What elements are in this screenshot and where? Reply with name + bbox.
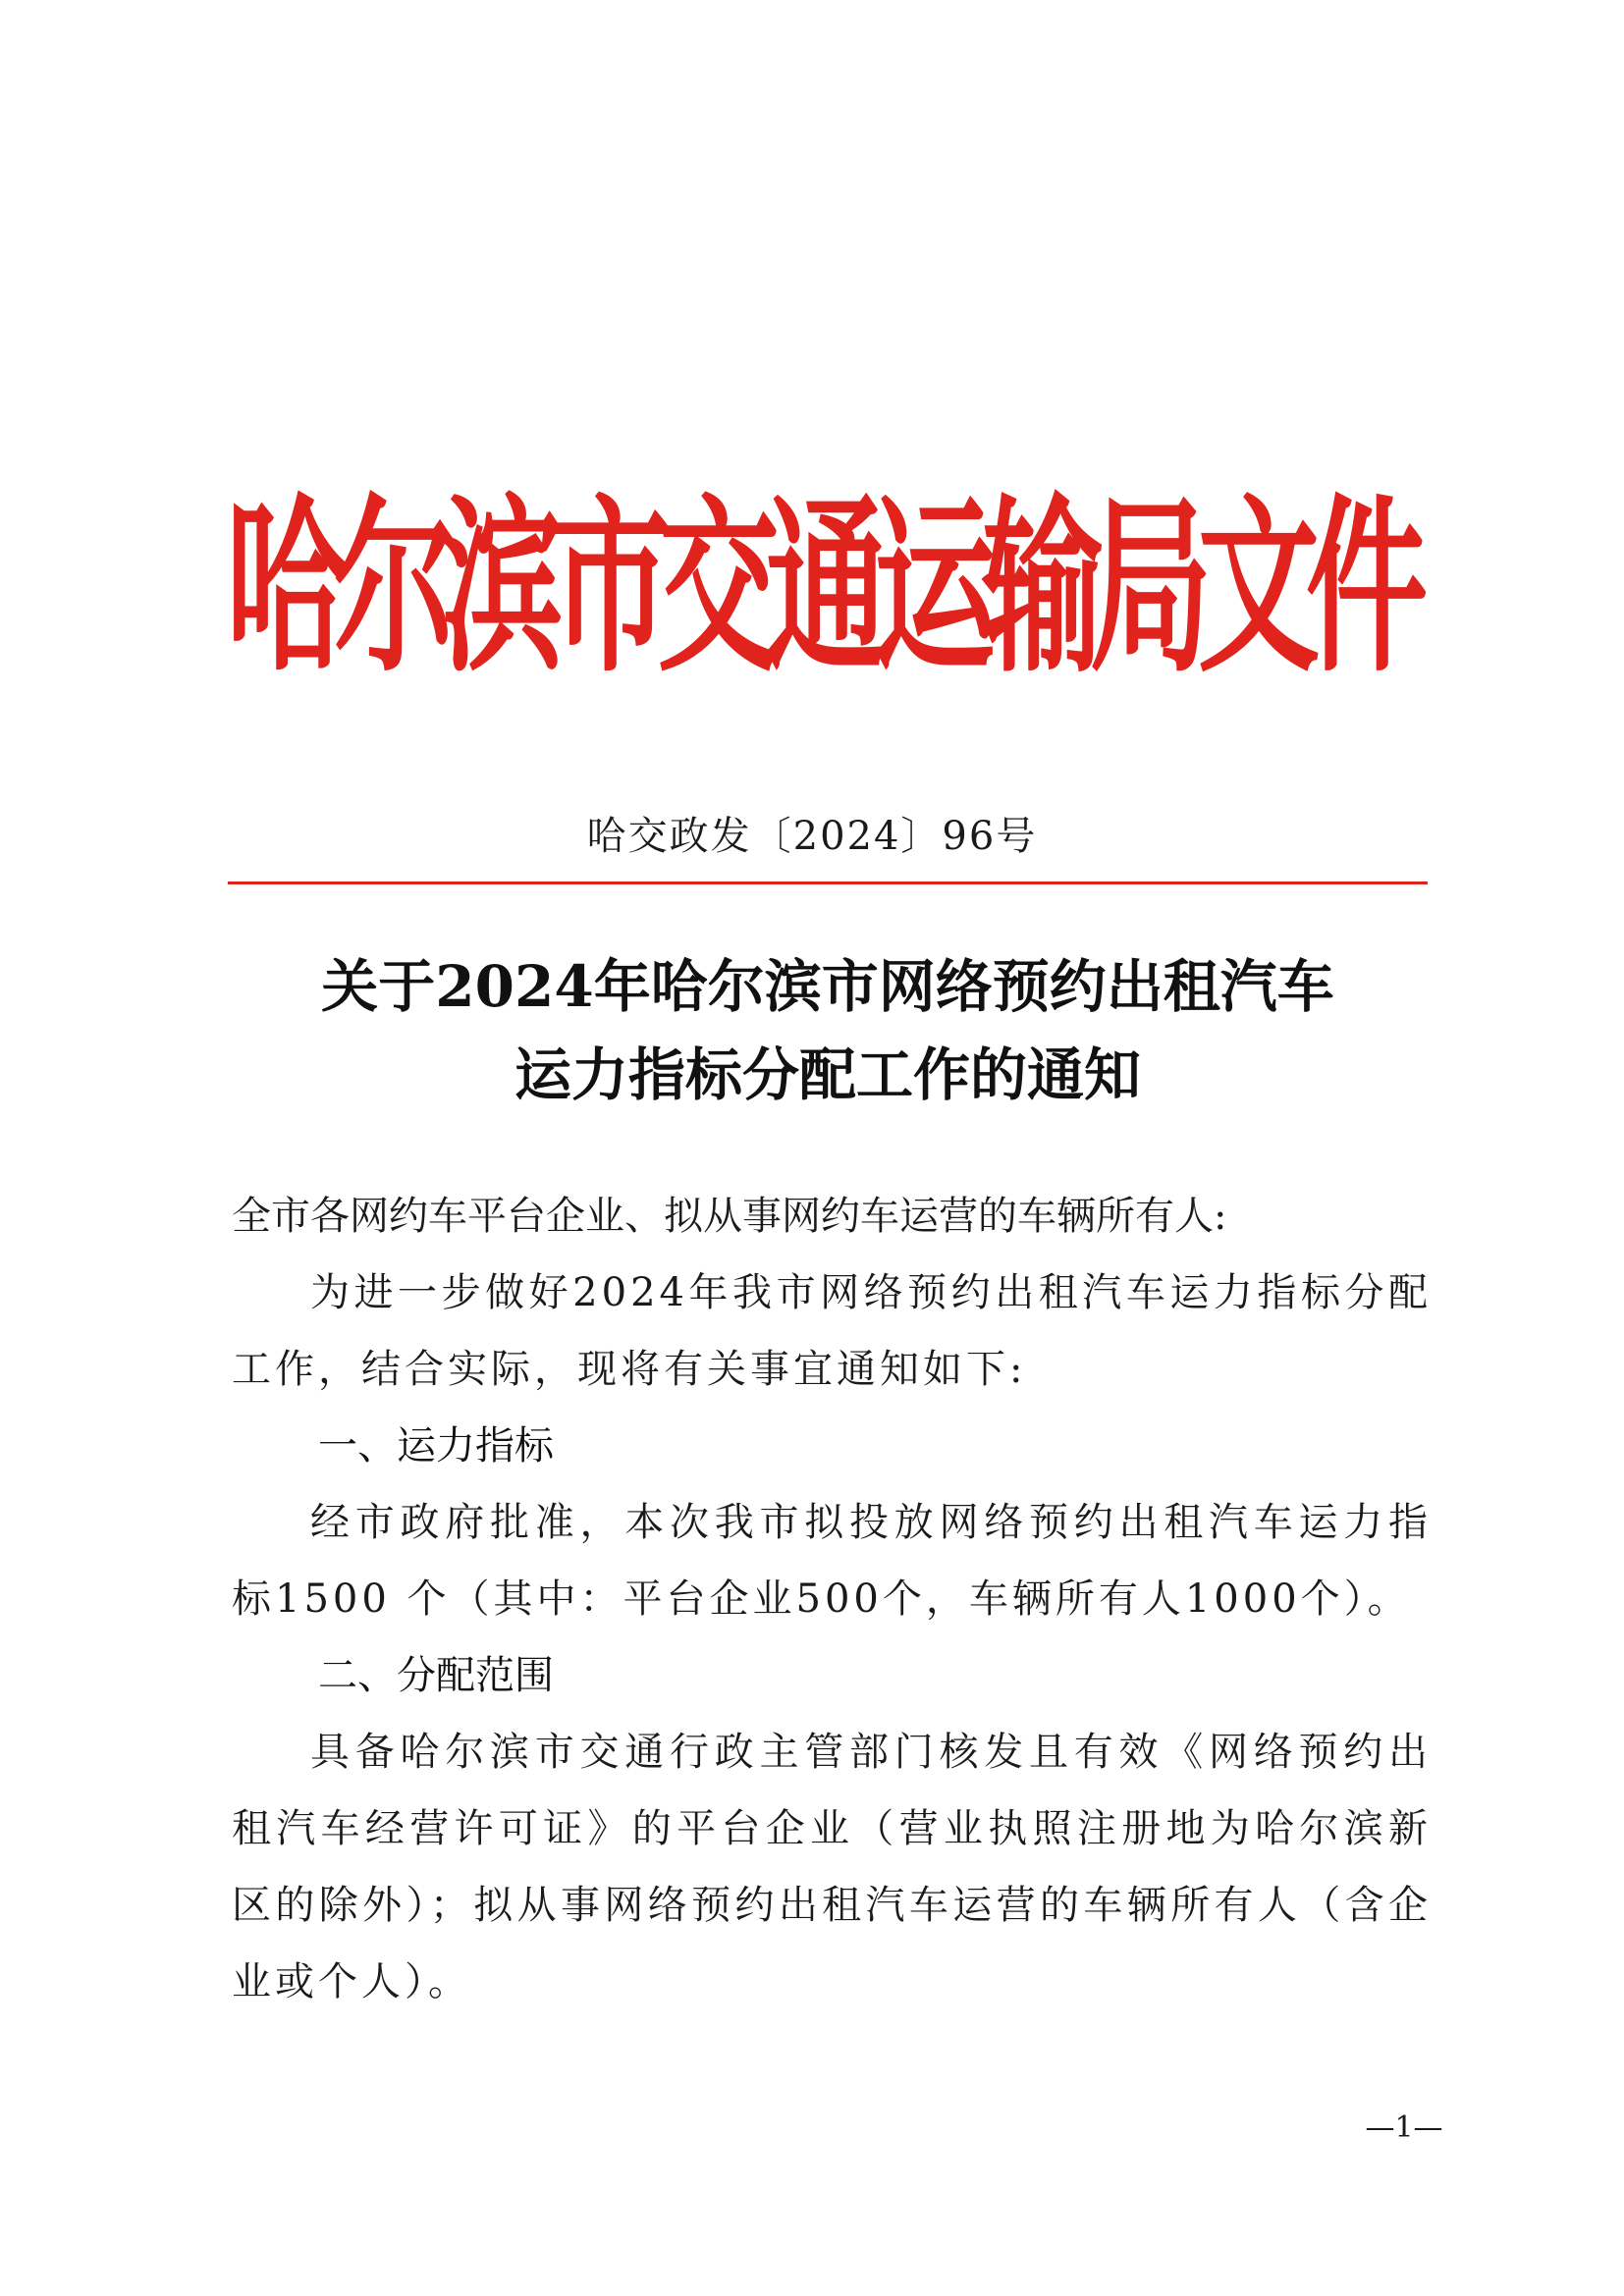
- masthead-title: 哈尔滨市交通运输局文件: [226, 477, 1415, 699]
- page-number: —1—: [1365, 2110, 1443, 2145]
- section-paragraph-capacity: 经市政府批准，本次我市拟投放网络预约出租汽车运力指标1500 个（其中：平台企业500个，车辆所有人1000个）。: [232, 1500, 1432, 1622]
- section-heading-capacity: 一、运力指标: [318, 1423, 554, 1468]
- intro-paragraph: 为进一步做好2024年我市网络预约出租汽车运力指标分配工作，结合实际，现将有关事宜通知如下:: [232, 1270, 1432, 1392]
- red-divider-line: [228, 881, 1428, 884]
- notice-title-line-2: 运力指标分配工作的通知: [514, 1041, 1141, 1108]
- salutation: 全市各网约车平台企业、拟从事网约车运营的车辆所有人:: [232, 1194, 1227, 1239]
- notice-title-line-1: 关于2024年哈尔滨市网络预约出租汽车: [321, 953, 1334, 1020]
- notice-title: [228, 942, 1428, 1119]
- document-number: 哈交政发〔2024〕96号: [586, 814, 1038, 859]
- section-paragraph-scope: 具备哈尔滨市交通行政主管部门核发且有效《网络预约出租汽车经营许可证》的平台企业（营业执照注册地为哈尔滨新区的除外）；拟从事网络预约出租汽车运营的车辆所有人（含企业或个人）。: [232, 1730, 1432, 2004]
- notice-body: [232, 1178, 1432, 2020]
- section-heading-scope: 二、分配范围: [318, 1653, 554, 1698]
